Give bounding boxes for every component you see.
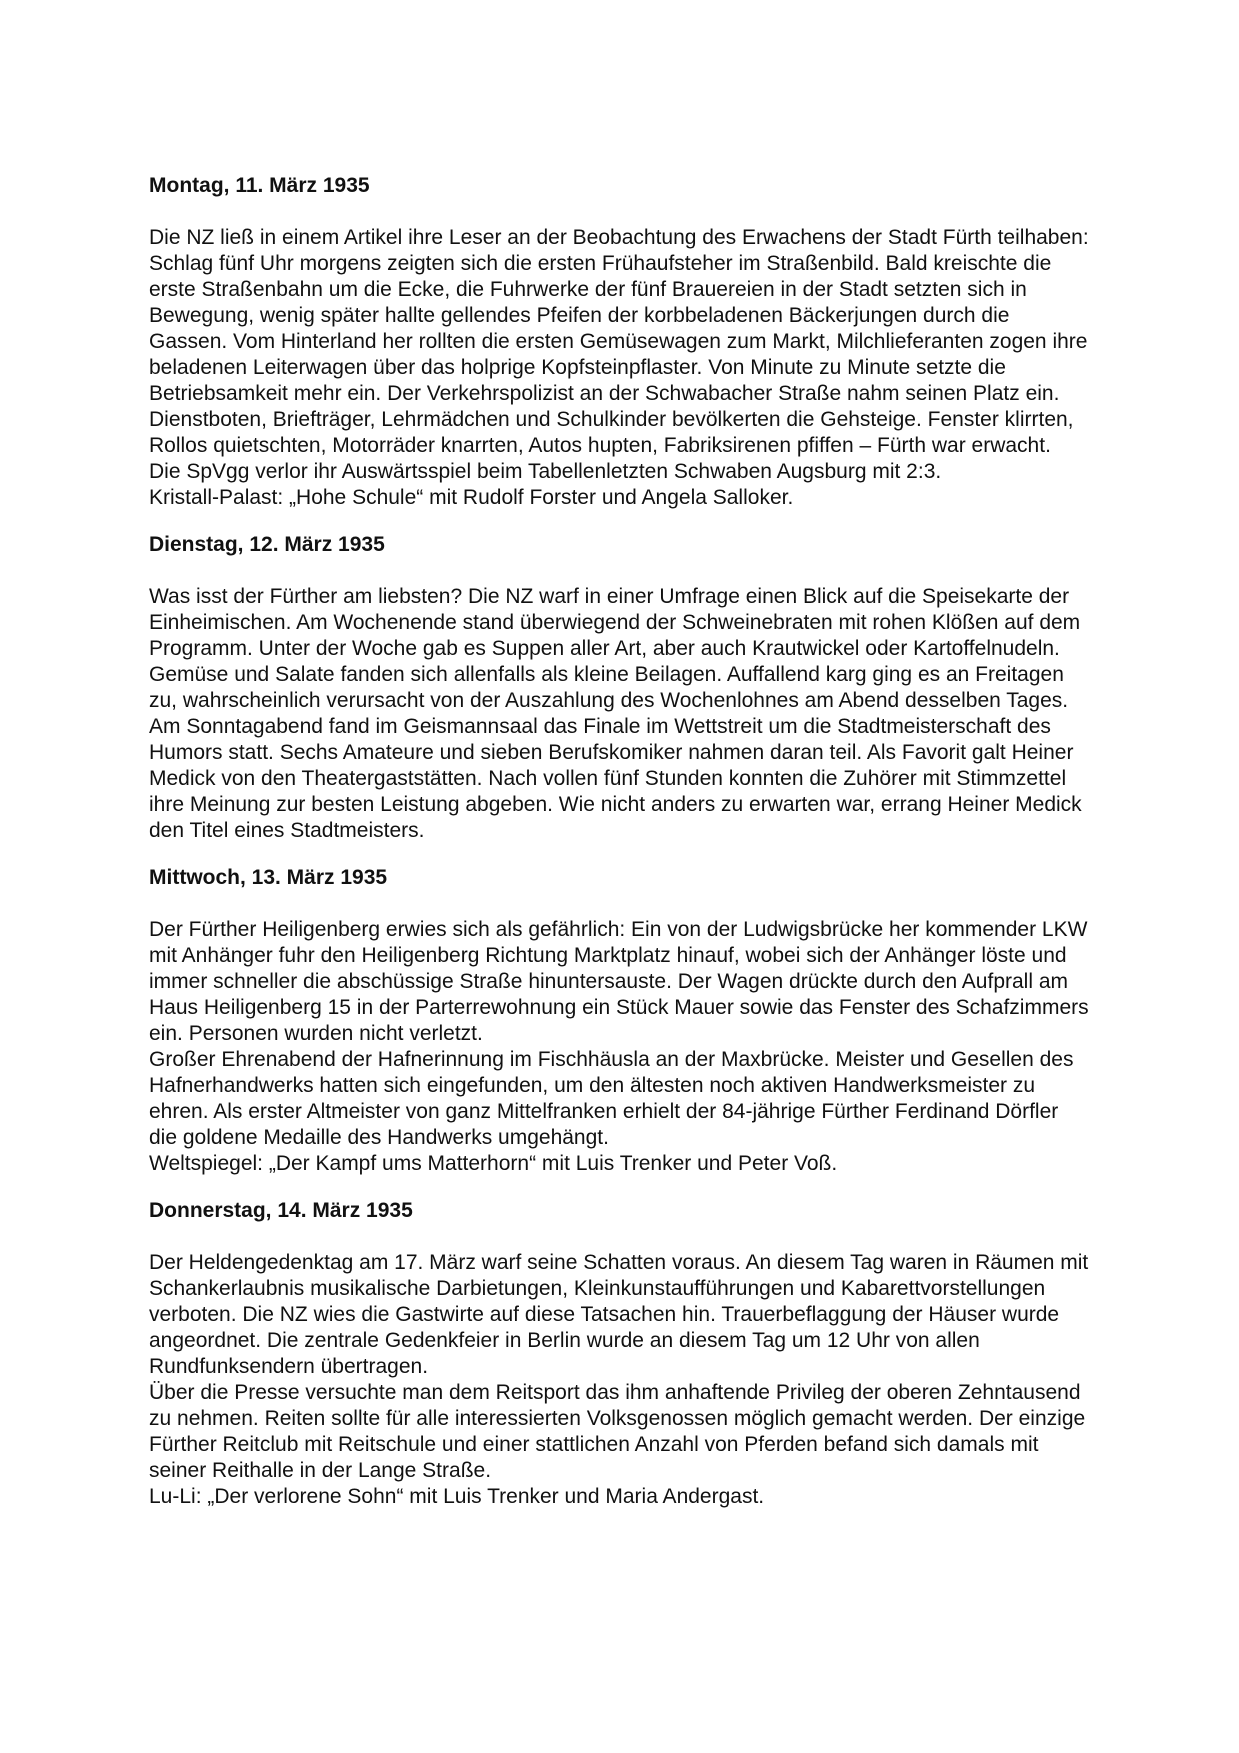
entry-paragraph: Großer Ehrenabend der Hafnerinnung im Fischhäusla an der Maxbrücke. Meister und Gesellen des Hafnerhandwerks hatten sich eingefunden, um den ältesten noch aktiven Handwerksmeister zu ehren. Als erster Altmeister von ganz Mittelfranken erhielt der 84-jährige Fürther Ferdinand Dörfler die goldene Medaille des Handwerks umgehängt.: [149, 1048, 1074, 1149]
entry-donnerstag: [149, 1198, 1089, 1510]
entry-paragraph: Die SpVgg verlor ihr Auswärtsspiel beim Tabellenletzten Schwaben Augsburg mit 2:3.: [149, 460, 942, 483]
entry-paragraph: Der Heldengedenktag am 17. März warf seine Schatten voraus. An diesem Tag waren in Räumen mit Schankerlaubnis musikalische Darbietungen, Kleinkunstaufführungen und Kabarettvorstellungen verboten. Die NZ wies die Gastwirte auf diese Tatsachen hin. Trauerbeflaggung der Häuser wurde angeordnet. Die zentrale Gedenkfeier in Berlin wurde an diesem Tag um 12 Uhr von allen Rundfunksendern übertragen.: [149, 1251, 1089, 1378]
entry-dienstag: [149, 532, 1089, 844]
entry-mittwoch: [149, 865, 1089, 1177]
entry-paragraph: Lu-Li: „Der verlorene Sohn“ mit Luis Trenker und Maria Andergast.: [149, 1485, 765, 1508]
entry-body: [149, 584, 1089, 844]
entry-body: [149, 225, 1089, 511]
entry-paragraph: Über die Presse versuchte man dem Reitsport das ihm anhaftende Privileg der oberen Zehntausend zu nehmen. Reiten sollte für alle interessierten Volksgenossen möglich gemacht werden. Der einzige Fürther Reitclub mit Reitschule und einer stattlichen Anzahl von Pferden befand sich damals mit seiner Reithalle in der Lange Straße.: [149, 1381, 1086, 1482]
entry-paragraph: Am Sonntagabend fand im Geismannsaal das Finale im Wettstreit um die Stadtmeisterschaft des Humors statt. Sechs Amateure und sieben Berufskomiker nahmen daran teil. Als Favorit galt Heiner Medick von den Theatergaststätten. Nach vollen fünf Stunden konnten die Zuhörer mit Stimmzettel ihre Meinung zur besten Leistung abgeben. Wie nicht anders zu erwarten war, errang Heiner Medick den Titel eines Stadtmeisters.: [149, 715, 1082, 842]
entry-paragraph: Der Fürther Heiligenberg erwies sich als gefährlich: Ein von der Ludwigsbrücke her kommender LKW mit Anhänger fuhr den Heiligenberg Richtung Marktplatz hinauf, wobei sich der Anhänger löste und immer schneller die abschüssige Straße hinuntersauste. Der Wagen drückte durch den Aufprall am Haus Heiligenberg 15 in der Parterrewohnung ein Stück Mauer sowie das Fenster des Schafzimmers ein. Personen wurden nicht verletzt.: [149, 918, 1089, 1045]
entry-body: [149, 917, 1089, 1177]
entry-paragraph: Die NZ ließ in einem Artikel ihre Leser an der Beobachtung des Erwachens der Stadt Fürth teilhaben: Schlag fünf Uhr morgens zeigten sich die ersten Frühaufsteher im Straßenbild. Bald kreischte die erste Straßenbahn um die Ecke, die Fuhrwerke der fünf Brauereien in der Stadt setzten sich in Bewegung, wenig später hallte gellendes Pfeifen der korbbeladenen Bäckerjungen durch die Gassen. Vom Hinterland her rollten die ersten Gemüsewagen zum Markt, Milchlieferanten zogen ihre beladenen Leiterwagen über das holprige Kopfsteinpflaster. Von Minute zu Minute setzte die Betriebsamkeit mehr ein. Der Verkehrspolizist an der Schwabacher Straße nahm seinen Platz ein. Dienstboten, Briefträger, Lehrmädchen und Schulkinder bevölkerten die Gehsteige. Fenster klirrten, Rollos quietschten, Motorräder knarrten, Autos hupten, Fabriksirenen pfiffen – Fürth war erwacht.: [149, 226, 1089, 457]
entry-date-heading: Mittwoch, 13. März 1935: [149, 866, 388, 889]
entry-paragraph: Kristall-Palast: „Hohe Schule“ mit Rudolf Forster und Angela Salloker.: [149, 486, 794, 509]
entry-paragraph: Weltspiegel: „Der Kampf ums Matterhorn“ mit Luis Trenker und Peter Voß.: [149, 1152, 838, 1175]
entry-paragraph: Was isst der Fürther am liebsten? Die NZ warf in einer Umfrage einen Blick auf die Speisekarte der Einheimischen. Am Wochenende stand überwiegend der Schweinebraten mit rohen Klößen auf dem Programm. Unter der Woche gab es Suppen aller Art, aber auch Krautwickel oder Kartoffelnudeln. Gemüse und Salate fanden sich allenfalls als kleine Beilagen. Auffallend karg ging es an Freitagen zu, wahrscheinlich verursacht von der Auszahlung des Wochenlohnes am Abend desselben Tages.: [149, 585, 1081, 712]
entry-body: [149, 1250, 1089, 1510]
entry-date-heading: Montag, 11. März 1935: [149, 174, 370, 197]
entry-date-heading: Donnerstag, 14. März 1935: [149, 1199, 413, 1222]
entry-montag: [149, 173, 1089, 511]
document-page: [149, 173, 1089, 1531]
entry-date-heading: Dienstag, 12. März 1935: [149, 533, 385, 556]
